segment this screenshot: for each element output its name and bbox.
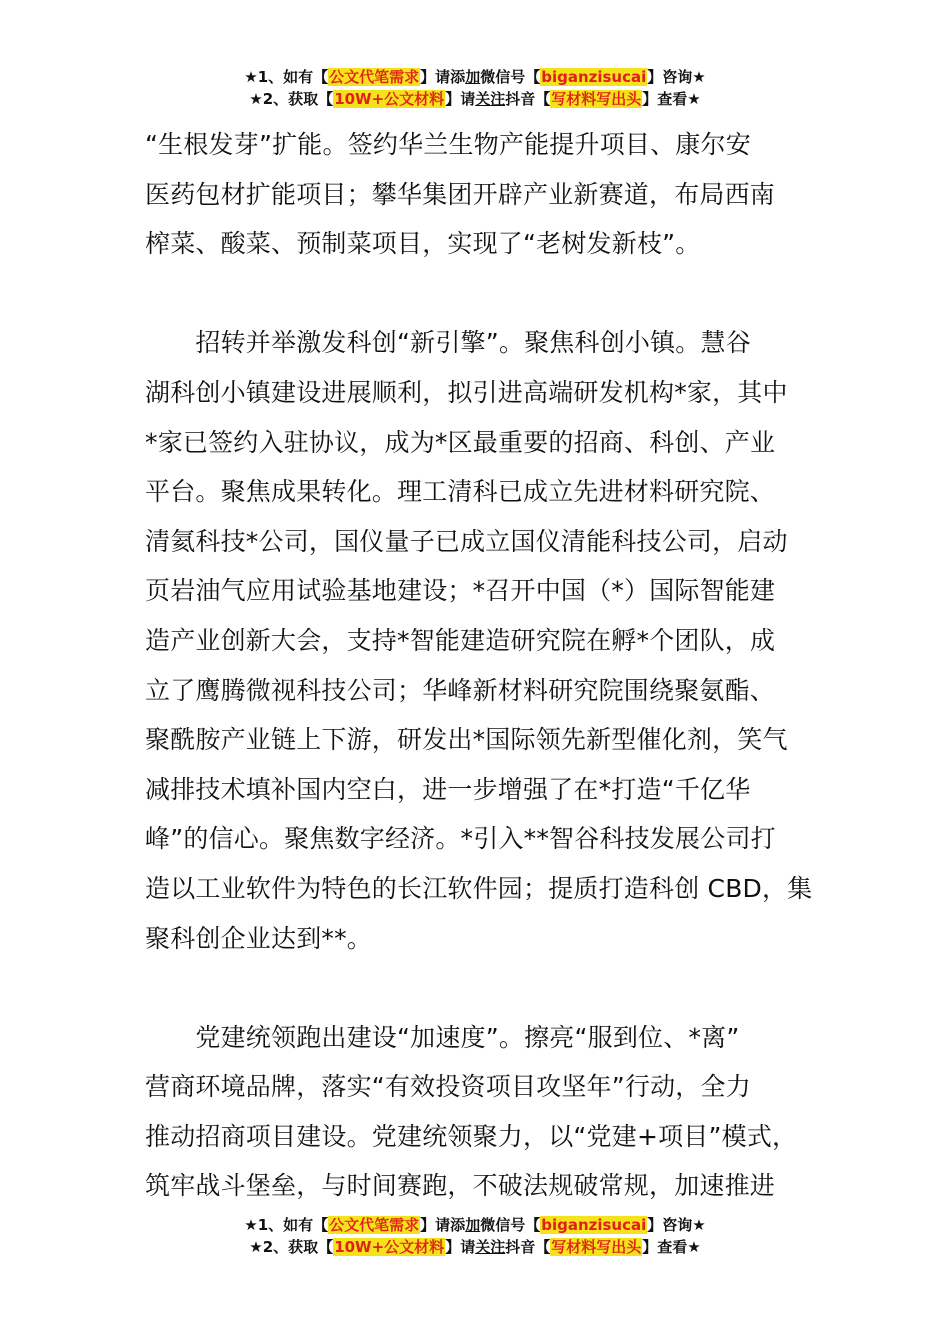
banner-underlined: 关注 xyxy=(475,90,506,108)
banner-text: ★2、获取【 xyxy=(249,90,334,108)
banner-underlined: 关注 xyxy=(475,1238,506,1256)
footer-banner xyxy=(0,1214,950,1258)
highlight-materials: 10W+公文材料 xyxy=(334,1238,445,1256)
banner-text: 】查看★ xyxy=(642,90,701,108)
banner-line-1 xyxy=(0,1214,950,1236)
banner-text: 】请 xyxy=(445,90,476,108)
banner-text: 抖音【 xyxy=(505,1238,551,1256)
highlight-service: 公文代笔需求 xyxy=(329,68,420,86)
banner-text: 微信号【 xyxy=(480,68,541,86)
highlight-douyin-account: 写材料写出头 xyxy=(551,1238,642,1256)
banner-line-2 xyxy=(0,88,950,110)
paragraph-3: 党建统领跑出建设“加速度”。擦亮“服到位、*离” 营商环境品牌，落实“有效投资项目攻坚年”行动，全力 推动招商项目建设。党建统领聚力，以“党建+项目”模式， 筑牢战斗堡垒，与时间赛跑，不破法规破常规，加速推进 xyxy=(145,1022,798,1201)
header-banner xyxy=(0,66,950,110)
paragraph-2: 招转并举激发科创“新引擎”。聚焦科创小镇。慧谷 湖科创小镇建设进展顺利，拟引进高端研发机构*家，其中 *家已签约入驻协议，成为*区最重要的招商、科创、产业 平台。聚焦成果转化。理工清科已成立先进材料研究院、 清氦科技*公司，国仪量子已成立国仪清能科技公司，启动 页岩油气应用试验基地建设；*召开中国（*）国际智能建 造产业创新大会，支持*智能建造研究院在孵*个团队，成 立了鹰腾微视科技公司；华峰新材料研究院围绕聚氨酯、 聚酰胺产业链上下游，研发出*国际领先新型催化剂，笑气 减排技术填补国内空白，进一步增强了在*打造“千亿华 峰”的信心。聚焦数字经济。*引入**智谷科技发展公司打 造以工业软件为特色的长江软件园；提质打造科创 CBD，集 聚科创企业达到**。 xyxy=(145,328,813,953)
banner-line-2 xyxy=(0,1236,950,1258)
paragraph-1: “生根发芽”扩能。签约华兰生物产能提升项目、康尔安 医药包材扩能项目；攀华集团开辟产业新赛道，布局西南 榨菜、酸菜、预制菜项目，实现了“老树发新枝”。 xyxy=(145,130,776,259)
banner-text: 】请 xyxy=(445,1238,476,1256)
banner-text: ★1、如有【 xyxy=(244,68,329,86)
banner-underlined: 加 xyxy=(465,1216,481,1234)
banner-underlined: 加 xyxy=(465,68,481,86)
highlight-douyin-account: 写材料写出头 xyxy=(551,90,642,108)
highlight-service: 公文代笔需求 xyxy=(329,1216,420,1234)
banner-line-1 xyxy=(0,66,950,88)
banner-text: ★1、如有【 xyxy=(244,1216,329,1234)
banner-text: 微信号【 xyxy=(480,1216,541,1234)
paragraph-spacer xyxy=(145,963,835,1013)
banner-text: 】咨询★ xyxy=(647,1216,706,1234)
document-body xyxy=(145,120,835,1211)
banner-text: 】请添 xyxy=(420,68,466,86)
highlight-materials: 10W+公文材料 xyxy=(334,90,445,108)
banner-text: ★2、获取【 xyxy=(249,1238,334,1256)
banner-text: 抖音【 xyxy=(505,90,551,108)
highlight-wechat-id: biganzisucai xyxy=(541,1216,647,1234)
banner-text: 】请添 xyxy=(420,1216,466,1234)
banner-text: 】查看★ xyxy=(642,1238,701,1256)
paragraph-spacer xyxy=(145,269,835,319)
highlight-wechat-id: biganzisucai xyxy=(541,68,647,86)
banner-text: 】咨询★ xyxy=(647,68,706,86)
